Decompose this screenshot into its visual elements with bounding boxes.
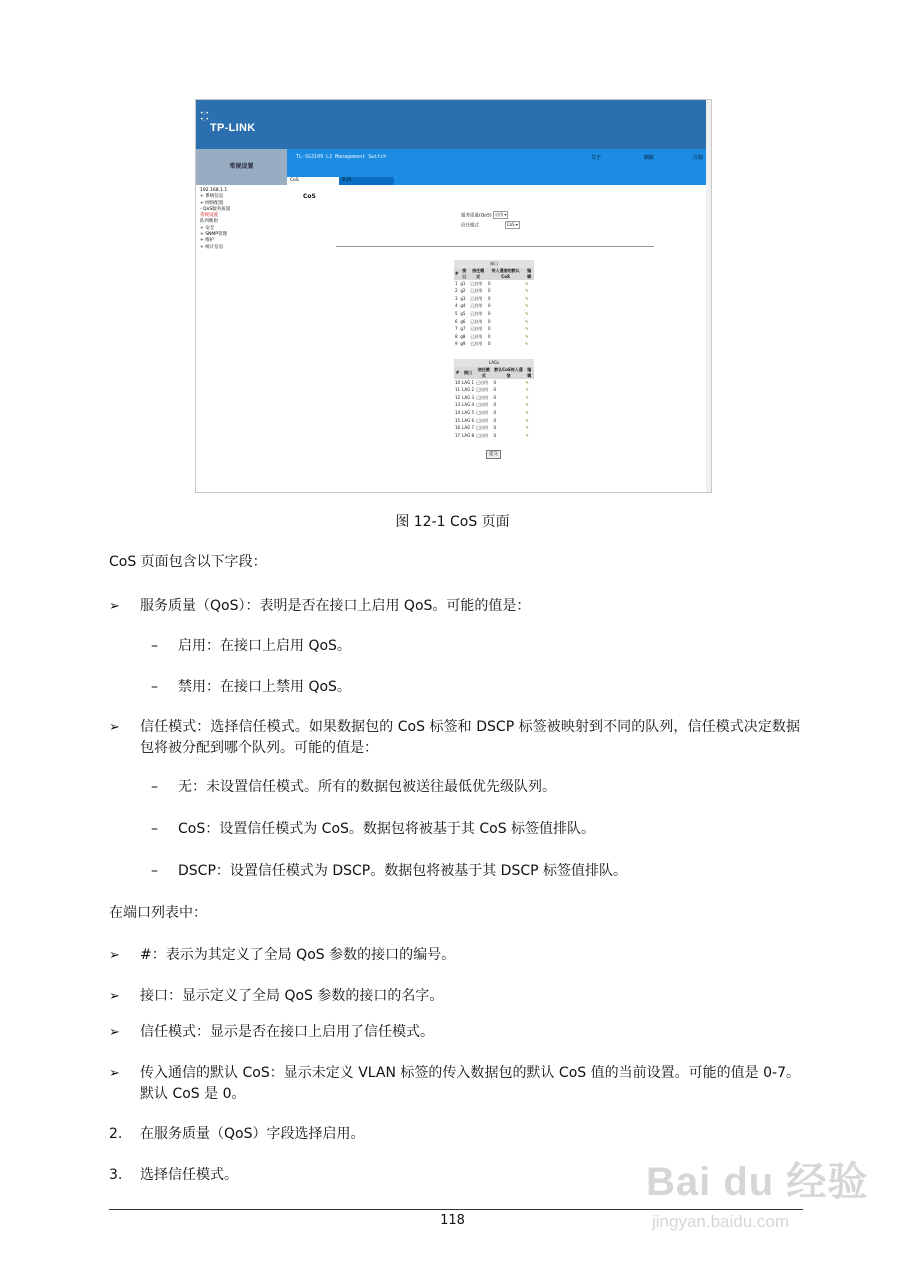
tab-queue[interactable]: 队列 bbox=[339, 177, 394, 185]
tree-node[interactable]: + 系统信息 bbox=[200, 194, 224, 200]
table-cell: 已启用 bbox=[470, 310, 483, 316]
edit-icon[interactable]: ✎ bbox=[525, 394, 529, 400]
table-cell: 15 bbox=[455, 417, 461, 423]
left-header: 常规设置 bbox=[196, 149, 287, 185]
table-cell: 1 bbox=[455, 280, 458, 286]
edit-icon[interactable]: ✎ bbox=[525, 310, 529, 316]
page-number: 118 bbox=[440, 1213, 465, 1228]
table-cell: 0 bbox=[488, 280, 491, 286]
table-cell: 9 bbox=[455, 341, 458, 347]
qos-select-value: 启用 bbox=[495, 212, 504, 217]
edit-icon[interactable]: ✎ bbox=[525, 295, 529, 301]
edit-icon[interactable]: ✎ bbox=[525, 318, 529, 324]
edit-icon[interactable]: ✎ bbox=[525, 425, 529, 431]
table-row bbox=[454, 302, 534, 310]
bullet-icon: ➢ bbox=[109, 720, 120, 735]
table-row bbox=[454, 295, 534, 303]
settings-form bbox=[461, 211, 520, 231]
table-cell: 17 bbox=[455, 432, 461, 438]
table-cell: 已启用 bbox=[476, 409, 488, 415]
field-qos: 服务质量（QoS）：表明是否在接口上启用 QoS。可能的值是： bbox=[140, 598, 531, 614]
table-row bbox=[454, 333, 534, 341]
table-cell: 已启用 bbox=[470, 326, 483, 332]
table-cell: g6 bbox=[460, 318, 466, 324]
table-cell: LAG 5 bbox=[462, 409, 474, 415]
table-cell: LAG 8 bbox=[462, 432, 474, 438]
tree-node[interactable]: + 统计信息 bbox=[200, 244, 224, 250]
table-cell: g3 bbox=[460, 295, 466, 301]
watermark-url: jingyan.baidu.com bbox=[652, 1212, 790, 1231]
table-cell: 5 bbox=[455, 310, 458, 316]
tree-node[interactable]: 192.168.1.1 bbox=[200, 188, 228, 193]
trust-mode-select[interactable]: CoS ▾ bbox=[506, 222, 518, 227]
table-cell: 0 bbox=[488, 303, 491, 309]
table-row bbox=[454, 340, 534, 348]
table-row bbox=[454, 394, 534, 402]
column-header: 默认CoS传入通信 bbox=[494, 366, 523, 378]
field-number: #：表示为其定义了全局 QoS 参数的接口的编号。 bbox=[140, 947, 456, 963]
dash-icon: – bbox=[151, 779, 158, 795]
table-row bbox=[454, 379, 534, 387]
table-cell: 0 bbox=[488, 295, 491, 301]
figure-screenshot bbox=[195, 99, 712, 493]
table-cell: 已启用 bbox=[476, 387, 488, 393]
edit-icon[interactable]: ✎ bbox=[525, 432, 529, 438]
column-header: 编辑 bbox=[524, 367, 534, 379]
scrollbar[interactable] bbox=[706, 100, 711, 492]
footer-rule bbox=[109, 1209, 803, 1210]
table-row bbox=[454, 432, 534, 440]
table-cell: LAG 2 bbox=[462, 387, 474, 393]
field-trust-mode: 信任模式：选择信任模式。如果数据包的 CoS 标签和 DSCP 标签被映射到不同的队列，信任模式决定数据包将被分配到哪个队列。可能的值是： bbox=[140, 719, 800, 756]
column-header: # bbox=[454, 268, 459, 280]
edit-icon[interactable]: ✎ bbox=[525, 402, 529, 408]
table-cell: 0 bbox=[488, 341, 491, 347]
table-cell: 已启用 bbox=[470, 333, 483, 339]
trust-cos: CoS：设置信任模式为 CoS。数据包将被基于其 CoS 标签值排队。 bbox=[178, 821, 596, 837]
qos-enable: 启用：在接口上启用 QoS。 bbox=[178, 638, 351, 654]
table-cell: LAG 7 bbox=[462, 425, 474, 431]
tree-node[interactable]: 常规设置 bbox=[200, 213, 218, 219]
bullet-icon: ➢ bbox=[109, 599, 120, 614]
table-cell: LAG 6 bbox=[462, 417, 474, 423]
bullet-icon: ➢ bbox=[109, 989, 120, 1004]
field-interface: 接口：显示定义了全局 QoS 参数的接口的名字。 bbox=[140, 988, 444, 1004]
table-cell: 已启用 bbox=[476, 394, 488, 400]
step-2: 在服务质量（QoS）字段选择启用。 bbox=[140, 1126, 365, 1142]
table-cell: 0 bbox=[493, 417, 497, 423]
table-row bbox=[454, 325, 534, 333]
table-cell: 0 bbox=[488, 310, 491, 316]
column-header: 接口 bbox=[459, 268, 469, 280]
trust-none: 无：未设置信任模式。所有的数据包被送往最低优先级队列。 bbox=[178, 779, 556, 795]
table-cell: 4 bbox=[455, 303, 458, 309]
field-default-cos: 传入通信的默认 CoS：显示未定义 VLAN 标签的传入数据包的默认 CoS 值的当前设置。可能的值是 0-7。默认 CoS 是 0。 bbox=[140, 1065, 800, 1102]
edit-icon[interactable]: ✎ bbox=[525, 341, 529, 347]
edit-icon[interactable]: ✎ bbox=[525, 333, 529, 339]
refresh-link[interactable]: 刷新 bbox=[644, 155, 655, 161]
edit-icon[interactable]: ✎ bbox=[525, 326, 529, 332]
figure-caption: 图 12-1 CoS 页面 bbox=[395, 514, 510, 530]
table-cell: 0 bbox=[488, 318, 491, 324]
divider bbox=[336, 246, 654, 247]
edit-icon[interactable]: ✎ bbox=[525, 303, 529, 309]
table-cell: g4 bbox=[460, 303, 466, 309]
ports-table bbox=[454, 260, 534, 348]
table-cell: 已启用 bbox=[476, 379, 488, 385]
edit-icon[interactable]: ✎ bbox=[525, 409, 529, 415]
trust-mode-select-value: CoS bbox=[506, 222, 515, 227]
table-cell: 0 bbox=[488, 288, 491, 294]
edit-icon[interactable]: ✎ bbox=[525, 288, 529, 294]
ports-caption: 端口 bbox=[454, 260, 534, 268]
table-cell: 已启用 bbox=[470, 303, 483, 309]
qos-disable: 禁用：在接口上禁用 QoS。 bbox=[178, 679, 351, 695]
table-cell: 0 bbox=[493, 432, 497, 438]
logo: TP-LINK bbox=[210, 122, 256, 134]
qos-select[interactable]: 启用 ▾ bbox=[495, 212, 507, 217]
table-cell: g5 bbox=[460, 310, 466, 316]
edit-icon[interactable]: ✎ bbox=[525, 280, 529, 286]
page-title: CoS bbox=[303, 193, 316, 200]
table-cell: 13 bbox=[455, 402, 461, 408]
table-row bbox=[454, 310, 534, 318]
model-name: TL-SG3109 L2 Management Switch bbox=[296, 154, 387, 160]
table-cell: 已启用 bbox=[476, 402, 488, 408]
table-cell: LAG 4 bbox=[462, 402, 474, 408]
table-cell: g9 bbox=[460, 341, 466, 347]
table-cell: g2 bbox=[460, 288, 466, 294]
table-cell: 16 bbox=[455, 425, 461, 431]
bullet-icon: ➢ bbox=[109, 1066, 120, 1081]
column-header: 信任模式 bbox=[469, 268, 487, 280]
table-cell: 已启用 bbox=[470, 295, 483, 301]
table-cell: 已启用 bbox=[470, 280, 483, 286]
tree-node[interactable]: + 维护 bbox=[200, 238, 215, 244]
table-row bbox=[454, 409, 534, 417]
table-cell: 0 bbox=[493, 402, 497, 408]
table-cell: 0 bbox=[493, 409, 497, 415]
tab-bar bbox=[287, 177, 706, 185]
logout-link[interactable]: 注销 bbox=[693, 155, 704, 161]
edit-icon[interactable]: ✎ bbox=[525, 417, 529, 423]
step-3-number: 3. bbox=[109, 1167, 123, 1183]
dash-icon: – bbox=[151, 863, 158, 879]
table-cell: 0 bbox=[493, 394, 497, 400]
table-row bbox=[454, 401, 534, 409]
list-intro: 在端口列表中： bbox=[109, 905, 207, 921]
column-header: # bbox=[454, 367, 461, 379]
table-cell: g1 bbox=[460, 280, 466, 286]
table-cell: LAG 1 bbox=[462, 379, 474, 385]
table-cell: 已启用 bbox=[470, 318, 483, 324]
table-cell: 8 bbox=[455, 333, 458, 339]
table-cell: 0 bbox=[488, 333, 491, 339]
table-cell: 6 bbox=[455, 318, 458, 324]
tree-node[interactable]: - QoS服务质量 bbox=[200, 206, 231, 212]
table-row bbox=[454, 318, 534, 326]
tree-node[interactable]: + 安全 bbox=[200, 225, 215, 231]
table-cell: 0 bbox=[493, 379, 497, 385]
logo-mark-icon: •:• •.• bbox=[200, 110, 210, 123]
step-3: 选择信任模式。 bbox=[140, 1167, 238, 1183]
table-cell: 2 bbox=[455, 288, 458, 294]
table-cell: 3 bbox=[455, 295, 458, 301]
field-trust-display: 信任模式：显示是否在接口上启用了信任模式。 bbox=[140, 1024, 434, 1040]
nav-tree bbox=[200, 188, 230, 251]
edit-icon[interactable]: ✎ bbox=[525, 379, 529, 385]
table-cell: 已启用 bbox=[476, 417, 488, 423]
about-link[interactable]: 关于 bbox=[591, 155, 602, 161]
submit-button[interactable]: 提交 bbox=[486, 450, 501, 459]
table-row bbox=[454, 287, 534, 295]
column-header: 编辑 bbox=[524, 268, 534, 280]
table-cell: 7 bbox=[455, 326, 458, 332]
table-cell: 0 bbox=[493, 425, 497, 431]
bullet-icon: ➢ bbox=[109, 948, 120, 963]
column-header: 接口 bbox=[461, 367, 475, 379]
trust-mode-label: 信任模式 bbox=[461, 223, 479, 229]
dash-icon: – bbox=[151, 638, 158, 654]
intro-text: CoS 页面包含以下字段： bbox=[109, 554, 267, 570]
tab-cos[interactable]: CoS bbox=[287, 177, 342, 185]
table-row bbox=[454, 386, 534, 394]
column-header: 信任模式 bbox=[475, 367, 493, 379]
edit-icon[interactable]: ✎ bbox=[525, 387, 529, 393]
bullet-icon: ➢ bbox=[109, 1025, 120, 1040]
table-cell: 已启用 bbox=[470, 288, 483, 294]
table-cell: 12 bbox=[455, 394, 461, 400]
table-cell: 已启用 bbox=[476, 425, 488, 431]
lags-table bbox=[454, 359, 534, 439]
table-cell: g8 bbox=[460, 333, 466, 339]
tree-node[interactable]: + 网络配置 bbox=[200, 200, 224, 206]
table-cell: 已启用 bbox=[470, 341, 483, 347]
tree-node[interactable]: 队列映射 bbox=[200, 219, 218, 225]
trust-dscp: DSCP：设置信任模式为 DSCP。数据包将被基于其 DSCP 标签值排队。 bbox=[178, 863, 628, 879]
table-row bbox=[454, 424, 534, 432]
table-cell: 11 bbox=[455, 387, 461, 393]
watermark bbox=[646, 1150, 869, 1231]
table-cell: 0 bbox=[493, 387, 497, 393]
dash-icon: – bbox=[151, 821, 158, 837]
table-cell: g7 bbox=[460, 326, 466, 332]
watermark-brand: Bai du 经验 bbox=[646, 1160, 869, 1204]
table-row bbox=[454, 280, 534, 288]
lags-caption: LAGs bbox=[454, 359, 534, 367]
header-banner bbox=[196, 100, 706, 149]
table-cell: 10 bbox=[455, 379, 461, 385]
table-cell: LAG 3 bbox=[462, 394, 474, 400]
table-row bbox=[454, 417, 534, 425]
qos-label: 服务质量(QoS) bbox=[461, 213, 492, 219]
table-cell: 已启用 bbox=[476, 432, 488, 438]
tree-node[interactable]: + SNMP管理 bbox=[200, 232, 228, 238]
column-header: 传入通信的默认CoS bbox=[487, 268, 524, 280]
table-cell: 14 bbox=[455, 409, 461, 415]
step-2-number: 2. bbox=[109, 1126, 123, 1142]
dash-icon: – bbox=[151, 679, 158, 695]
table-cell: 0 bbox=[488, 326, 491, 332]
